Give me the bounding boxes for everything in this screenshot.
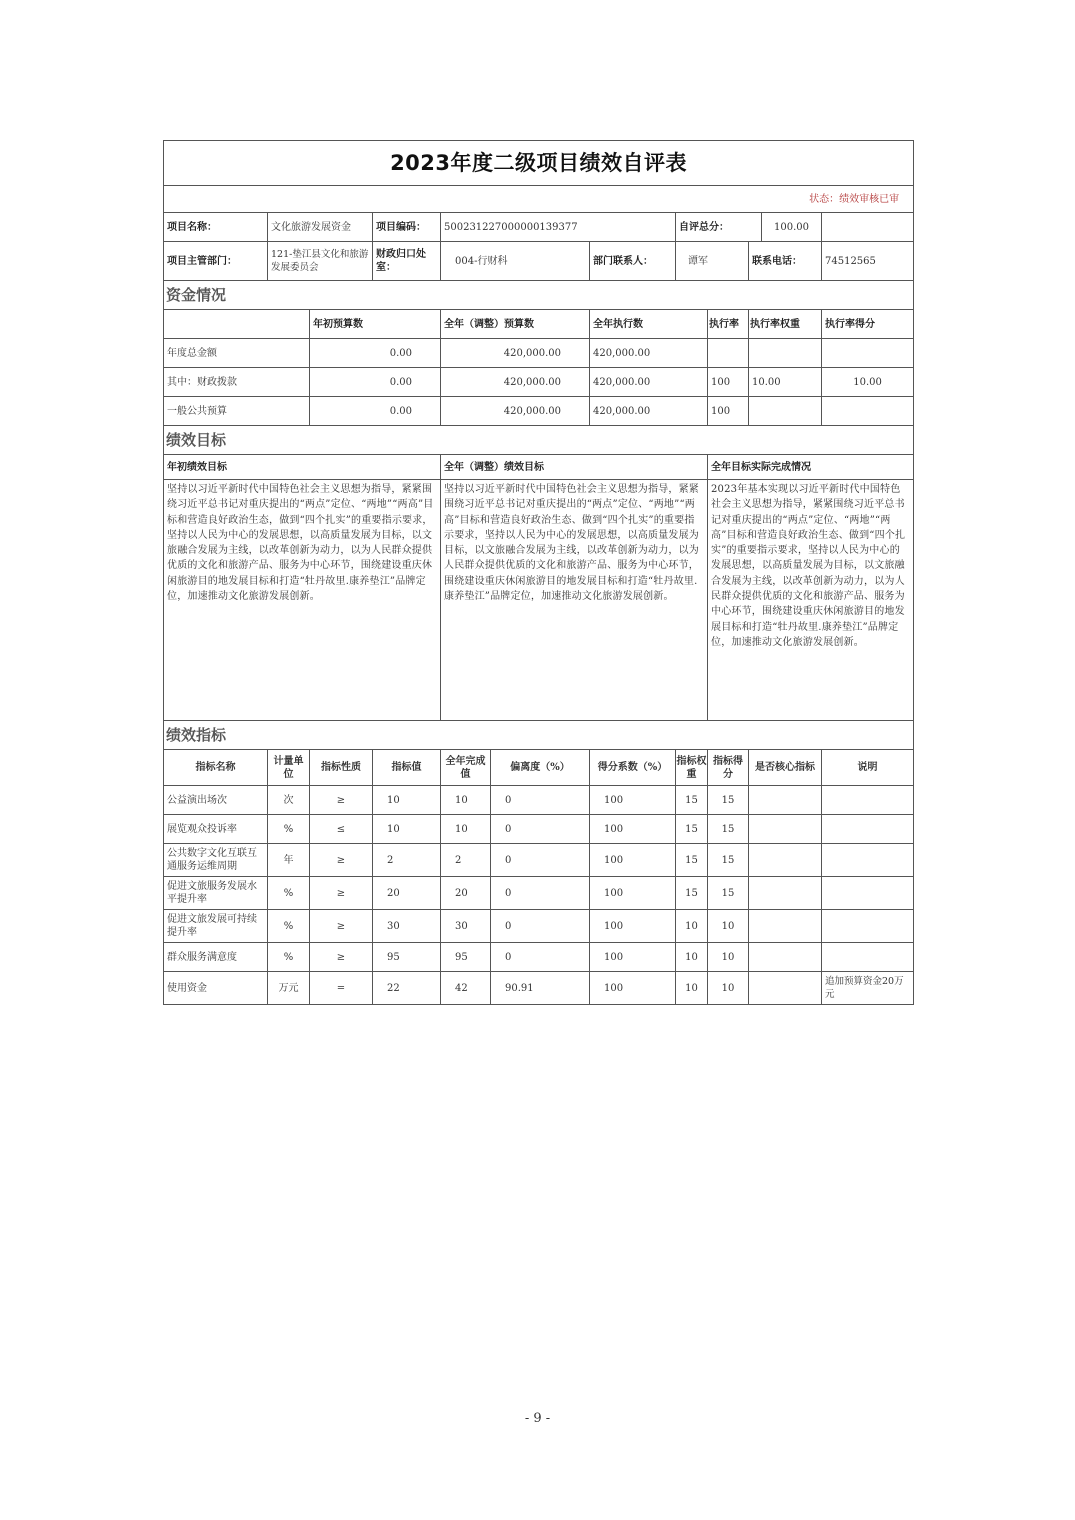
indicators-section-title: 绩效指标 [164, 721, 914, 750]
ind-actual: 20 [441, 877, 491, 910]
ind-coef: 100 [590, 910, 676, 943]
funds-row-executed: 420,000.00 [590, 397, 708, 426]
goals-header-initial: 年初绩效目标 [164, 455, 441, 480]
ind-deviation: 0 [491, 877, 590, 910]
score-block [676, 213, 822, 242]
ind-header-name: 指标名称 [164, 750, 268, 786]
ind-actual: 30 [441, 910, 491, 943]
ind-name: 促进文旅发展可持续提升率 [164, 910, 268, 943]
funds-row-rate [708, 339, 749, 368]
ind-actual: 95 [441, 943, 491, 972]
ind-unit: % [268, 943, 310, 972]
ind-header-note: 说明 [822, 750, 914, 786]
ind-score: 15 [708, 815, 749, 844]
self-score-value: 100.00 [762, 213, 822, 241]
funds-row-adjusted: 420,000.00 [441, 397, 590, 426]
ind-actual: 10 [441, 786, 491, 815]
contact-value: 谭军 [676, 242, 749, 281]
ind-header-actual: 全年完成值 [441, 750, 491, 786]
phone-label: 联系电话： [749, 242, 822, 281]
ind-actual: 2 [441, 844, 491, 877]
funds-row-adjusted: 420,000.00 [441, 368, 590, 397]
funds-header-executed: 全年执行数 [590, 310, 708, 339]
ind-weight: 15 [676, 844, 708, 877]
dept-label: 项目主管部门： [164, 242, 268, 281]
ind-nature: ≥ [310, 910, 373, 943]
goals-actual-text: 2023年基本实现以习近平新时代中国特色社会主义思想为指导，紧紧围绕习近平总书记对重庆提出的“两点”定位、“两地”“两高”目标和营造良好政治生态、做到“四个扎实”的重要指示要求，坚持以人民为中心的发展思想，以高质量发展为目标，以文旅融合发展为主线，以改革创新为动力，以为人民群众提供优质的文化和旅游产品、服务为中心环节，围绕建设重庆休闲旅游目的地发展目标和打造“牡丹故里.康养垫江”品牌定位，加速推动文化旅游发展创新。 [708, 480, 914, 721]
ind-coef: 100 [590, 877, 676, 910]
ind-target: 20 [373, 877, 441, 910]
funds-header-adjusted: 全年（调整）预算数 [441, 310, 590, 339]
ind-target: 30 [373, 910, 441, 943]
project-code-value: 500231227000000139377 [441, 213, 676, 242]
page-title: 2023年度二级项目绩效自评表 [164, 141, 914, 186]
ind-score: 10 [708, 943, 749, 972]
ind-deviation: 0 [491, 910, 590, 943]
ind-nature: ≤ [310, 815, 373, 844]
ind-weight: 15 [676, 815, 708, 844]
ind-core [749, 943, 822, 972]
ind-unit: 次 [268, 786, 310, 815]
ind-target: 2 [373, 844, 441, 877]
ind-weight: 10 [676, 943, 708, 972]
ind-deviation: 0 [491, 786, 590, 815]
ind-name: 展览观众投诉率 [164, 815, 268, 844]
status-text: 状态：绩效审核已审 [164, 186, 914, 213]
funds-header-weight: 执行率权重 [749, 310, 822, 339]
ind-core [749, 910, 822, 943]
ind-coef: 100 [590, 972, 676, 1005]
ind-coef: 100 [590, 844, 676, 877]
ind-header-target: 指标值 [373, 750, 441, 786]
funds-header-blank [164, 310, 310, 339]
ind-coef: 100 [590, 786, 676, 815]
ind-name: 群众服务满意度 [164, 943, 268, 972]
ind-note [822, 943, 914, 972]
ind-coef: 100 [590, 943, 676, 972]
ind-weight: 15 [676, 877, 708, 910]
funds-row-initial: 0.00 [310, 397, 441, 426]
ind-header-weight: 指标权重 [676, 750, 708, 786]
ind-name: 公益演出场次 [164, 786, 268, 815]
ind-core [749, 786, 822, 815]
ind-deviation: 0 [491, 943, 590, 972]
funds-row-executed: 420,000.00 [590, 368, 708, 397]
evaluation-table [163, 140, 914, 1005]
ind-nature: ≥ [310, 786, 373, 815]
goals-header-adjusted: 全年（调整）绩效目标 [441, 455, 708, 480]
ind-header-unit: 计量单位 [268, 750, 310, 786]
ind-nature: = [310, 972, 373, 1005]
ind-note [822, 786, 914, 815]
page-number: - 9 - [524, 1411, 551, 1426]
ind-target: 95 [373, 943, 441, 972]
ind-note [822, 910, 914, 943]
ind-weight: 15 [676, 786, 708, 815]
ind-note: 追加预算资金20万元 [822, 972, 914, 1005]
project-name-value: 文化旅游发展资金 [268, 213, 373, 242]
ind-header-score: 指标得分 [708, 750, 749, 786]
phone-value: 74512565 [822, 242, 914, 281]
ind-name: 使用资金 [164, 972, 268, 1005]
goals-section-title: 绩效目标 [164, 426, 914, 455]
funds-section-title: 资金情况 [164, 281, 914, 310]
ind-header-deviation: 偏离度（%） [491, 750, 590, 786]
funds-header-score: 执行率得分 [822, 310, 914, 339]
finance-value: 004-行财科 [441, 242, 590, 281]
ind-target: 22 [373, 972, 441, 1005]
ind-unit: 万元 [268, 972, 310, 1005]
ind-score: 10 [708, 910, 749, 943]
funds-row-executed: 420,000.00 [590, 339, 708, 368]
ind-unit: 年 [268, 844, 310, 877]
ind-note [822, 815, 914, 844]
funds-row-score [822, 397, 914, 426]
goals-adjusted-text: 坚持以习近平新时代中国特色社会主义思想为指导，紧紧围绕习近平总书记对重庆提出的“两点”定位、“两地”“两高”目标和营造良好政治生态、做到“四个扎实”的重要指示要求，坚持以人民为中心的发展思想，以高质量发展为目标，以文旅融合发展为主线，以改革创新为动力，以为人民群众提供优质的文化和旅游产品、服务为中心环节，围绕建设重庆休闲旅游目的地发展目标和打造“牡丹故里.康养垫江”品牌定位，加速推动文化旅游发展创新。 [441, 480, 708, 721]
ind-nature: ≥ [310, 877, 373, 910]
ind-coef: 100 [590, 815, 676, 844]
ind-note [822, 877, 914, 910]
funds-row-label: 年度总金额 [164, 339, 310, 368]
ind-unit: % [268, 910, 310, 943]
funds-row-weight [749, 397, 822, 426]
ind-header-coef: 得分系数（%） [590, 750, 676, 786]
finance-label: 财政归口处室： [373, 242, 441, 281]
funds-row-label: 一般公共预算 [164, 397, 310, 426]
empty-cell [822, 213, 914, 242]
funds-row-rate: 100 [708, 368, 749, 397]
funds-row-score: 10.00 [822, 368, 914, 397]
ind-score: 15 [708, 844, 749, 877]
ind-weight: 10 [676, 910, 708, 943]
ind-unit: % [268, 815, 310, 844]
ind-actual: 42 [441, 972, 491, 1005]
funds-row-adjusted: 420,000.00 [441, 339, 590, 368]
self-score-label-inline: 自评总分： [679, 221, 729, 233]
ind-target: 10 [373, 815, 441, 844]
ind-deviation: 90.91 [491, 972, 590, 1005]
contact-label: 部门联系人： [590, 242, 676, 281]
ind-target: 10 [373, 786, 441, 815]
ind-name: 促进文旅服务发展水平提升率 [164, 877, 268, 910]
ind-core [749, 815, 822, 844]
score-inner [676, 213, 821, 241]
funds-row-score [822, 339, 914, 368]
ind-score: 10 [708, 972, 749, 1005]
dept-value: 121-垫江县文化和旅游发展委员会 [268, 242, 373, 281]
ind-core [749, 844, 822, 877]
ind-actual: 10 [441, 815, 491, 844]
goals-initial-text: 坚持以习近平新时代中国特色社会主义思想为指导，紧紧围绕习近平总书记对重庆提出的“两点”定位、“两地”“两高”目标和营造良好政治生态，做到“四个扎实”的重要指示要求，坚持以人民为中心的发展思想，以高质量发展为目标，以文旅融合发展为主线，以改革创新为动力，以为人民群众提供优质的文化和旅游产品、服务为中心环节，围绕建设重庆休闲旅游目的地发展目标和打造“牡丹故里.康养垫江”品牌定位，加速推动文化旅游发展创新。 [164, 480, 441, 721]
ind-deviation: 0 [491, 815, 590, 844]
funds-row-weight: 10.00 [749, 368, 822, 397]
funds-row-rate: 100 [708, 397, 749, 426]
project-code-label: 项目编码： [373, 213, 441, 242]
ind-score: 15 [708, 786, 749, 815]
ind-unit: % [268, 877, 310, 910]
ind-weight: 10 [676, 972, 708, 1005]
funds-row-weight [749, 339, 822, 368]
ind-core [749, 972, 822, 1005]
ind-nature: ≥ [310, 943, 373, 972]
ind-core [749, 877, 822, 910]
funds-header-initial: 年初预算数 [310, 310, 441, 339]
project-name-label: 项目名称： [164, 213, 268, 242]
ind-note [822, 844, 914, 877]
evaluation-sheet [163, 140, 913, 1005]
funds-row-initial: 0.00 [310, 339, 441, 368]
goals-header-actual: 全年目标实际完成情况 [708, 455, 914, 480]
ind-header-nature: 指标性质 [310, 750, 373, 786]
funds-header-rate: 执行率 [708, 310, 749, 339]
ind-header-core: 是否核心指标 [749, 750, 822, 786]
ind-deviation: 0 [491, 844, 590, 877]
funds-row-initial: 0.00 [310, 368, 441, 397]
ind-nature: ≥ [310, 844, 373, 877]
ind-name: 公共数字文化互联互通服务运维周期 [164, 844, 268, 877]
ind-score: 15 [708, 877, 749, 910]
funds-row-label: 其中：财政拨款 [164, 368, 310, 397]
